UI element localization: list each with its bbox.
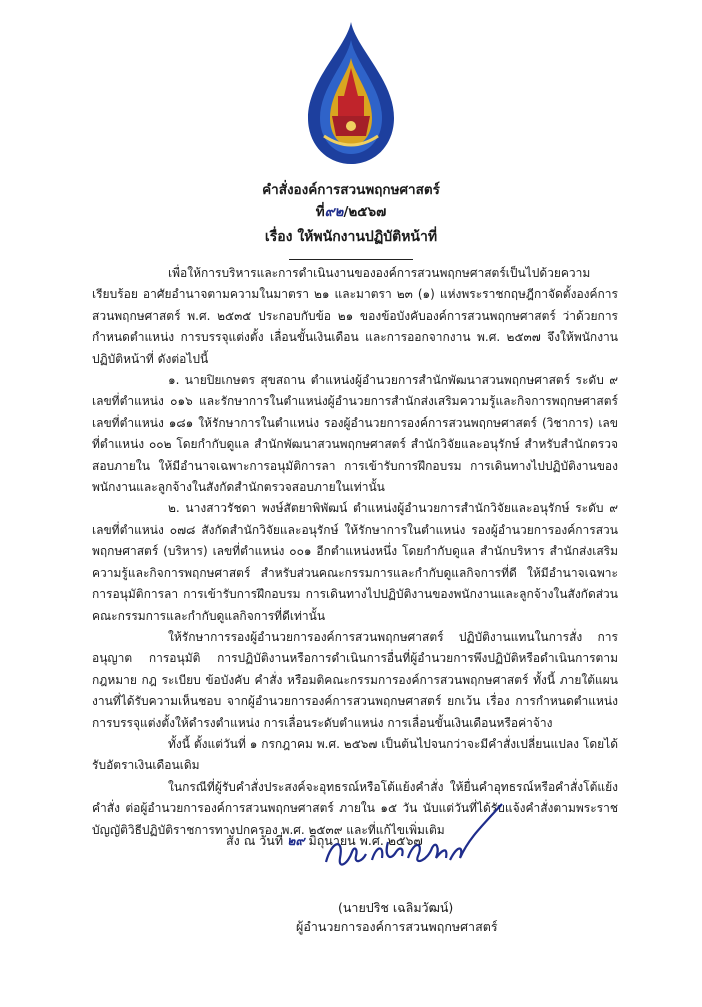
- handwritten-day: ๒๙: [287, 833, 305, 848]
- institute-emblem-icon: [302, 18, 400, 170]
- paragraph-effective-date: ทั้งนี้ ตั้งแต่วันที่ ๑ กรกฎาคม พ.ศ. ๒๕๖๗ เป็นต้นไปจนกว่าจะมีคำสั่งเปลี่ยนแปลง โดยได้รับอัตราเงินเดือนเดิม: [92, 736, 618, 773]
- paragraph-item-1: ๑. นายปิยเกษตร สุขสถาน ตำแหน่งผู้อำนวยการสำนักพัฒนาสวนพฤกษศาสตร์ ระดับ ๙ เลขที่ตำแหน่ง ๐๑๖ และรักษาการในตำแหน่งผู้อำนวยการสำนักส่งเสริมความรู้และกิจการพฤกษศาสตร์ เลขที่ตำแหน่ง ๑๘๑ ให้รักษาการในตำแหน่ง รองผู้อำนวยการองค์การสวนพฤกษศาสตร์ (วิชาการ) เลขที่ตำแหน่ง ๐๐๒ โดยกำกับดูแล สำนักพัฒนาสวนพฤกษศาสตร์ สำนักวิจัยและอนุรักษ์ สำหรับสำนักตรวจสอบภายใน ให้มีอำนาจเฉพาะการอนุมัติการลา การเข้ารับการฝึกอบรม การเดินทางไปปฏิบัติงานของพนักงานและลูกจ้างในสังกัดสำนักตรวจสอบภายในเท่านั้น: [92, 373, 618, 495]
- date-suffix: มิถุนายน พ.ศ. ๒๕๖๗: [308, 833, 423, 848]
- signer-name: (นายปริช เฉลิมวัฒน์): [338, 900, 454, 915]
- handwritten-number: ๙๒: [324, 204, 344, 220]
- order-body: [92, 263, 618, 841]
- divider: [289, 259, 413, 260]
- signature-image: [318, 800, 508, 886]
- number-suffix: /๒๕๖๗: [343, 204, 387, 220]
- number-prefix: ที่: [315, 204, 325, 220]
- paragraph-item-2: ๒. นางสาวรัชดา พงษ์สัตยาพิพัฒน์ ตำแหน่งผู้อำนวยการสำนักวิจัยและอนุรักษ์ ระดับ ๙ เลขที่ตำแหน่ง ๐๗๘ สังกัดสำนักวิจัยและอนุรักษ์ ให้รักษาการในตำแหน่ง รองผู้อำนวยการองค์การสวนพฤกษศาสตร์ (บริหาร) เลขที่ตำแหน่ง ๐๐๑ อีกตำแหน่งหนึ่ง โดยกำกับดูแล สำนักบริหาร สำนักส่งเสริมความรู้และกิจการพฤกษศาสตร์ สำหรับส่วนคณะกรรมการและกำกับดูแลกิจการที่ดี ให้มีอำนาจเฉพาะการอนุมัติการลา การเข้ารับการฝึกอบรม การเดินทางไปปฏิบัติงานของพนักงานและลูกจ้างในสังกัดส่วนคณะกรรมการและกำกับดูแลกิจการที่ดีเท่านั้น: [92, 501, 618, 623]
- paragraph-authority: ให้รักษาการรองผู้อำนวยการองค์การสวนพฤกษศาสตร์ ปฏิบัติงานแทนในการสั่ง การอนุญาต การอนุมัติ การปฏิบัติงานหรือการดำเนินการอื่นที่ผู้อำนวยการพึงปฏิบัติหรือดำเนินการตามกฎหมาย กฎ ระเบียบ ข้อบังคับ คำสั่ง หรือมติคณะกรรมการองค์การสวนพฤกษศาสตร์ ทั้งนี้ ภายใต้แผนงานที่ได้รับความเห็นชอบ จากผู้อำนวยการองค์การสวนพฤกษศาสตร์ ยกเว้น เรื่อง การกำหนดตำแหน่ง การบรรจุแต่งตั้งให้ดำรงตำแหน่ง การเลื่อนระดับตำแหน่ง การเลื่อนขั้นเงินเดือนหรือค่าจ้าง: [92, 629, 618, 730]
- order-title: คำสั่งองค์การสวนพฤกษศาสตร์: [262, 182, 440, 198]
- paragraph-preamble: เพื่อให้การบริหารและการดำเนินงานขององค์การสวนพฤกษศาสตร์เป็นไปด้วยความเรียบร้อย อาศัยอำนาจตามความในมาตรา ๒๑ และมาตรา ๒๓ (๑) แห่งพระราชกฤษฎีกาจัดตั้งองค์การสวนพฤกษศาสตร์ พ.ศ. ๒๕๓๕ ประกอบกับข้อ ๒๑ ของข้อบังคับองค์การสวนพฤกษศาสตร์ ว่าด้วยการกำหนดตำแหน่ง การบรรจุแต่งตั้ง เลื่อนขั้นเงินเดือน และการออกจากงาน พ.ศ. ๒๕๓๗ จึงให้พนักงานปฏิบัติหน้าที่ ดังต่อไปนี้: [92, 266, 618, 366]
- signer-position: ผู้อำนวยการองค์การสวนพฤกษศาสตร์: [296, 919, 498, 934]
- date-prefix: สั่ง ณ วันที่: [226, 833, 284, 848]
- order-subject: เรื่อง ให้พนักงานปฏิบัติหน้าที่: [264, 229, 438, 245]
- order-number: [0, 200, 702, 222]
- paragraph-appeal: ในกรณีที่ผู้รับคำสั่งประสงค์จะอุทธรณ์หรือโต้แย้งคำสั่ง ให้ยื่นคำอุทธรณ์หรือคำสั่งโต้แย้งคำสั่ง ต่อผู้อำนวยการองค์การสวนพฤกษศาสตร์ ภายใน ๑๕ วัน นับแต่วันที่ได้รับแจ้งคำสั่งตามพระราชบัญญัติวิธีปฏิบัติราชการทางปกครอง พ.ศ. ๒๕๓๙ และที่แก้ไขเพิ่มเติม: [92, 779, 618, 837]
